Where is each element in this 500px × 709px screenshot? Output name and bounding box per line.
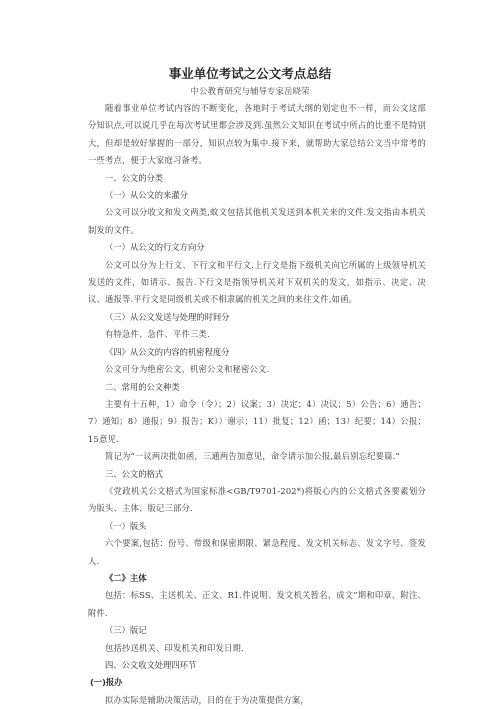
subsection-heading-timing: （三）从公文发送与处理的时间分 [105, 311, 230, 322]
paragraph-drafting: 拟办实际是辅助决策活动，目的在于为决策提供方案， [105, 694, 309, 705]
subsection-heading-header: （一）版头 [105, 520, 147, 531]
paragraph-types-list: 主要有十五种，1）命令（令）；2）议案；3）决定；4）决议；5）公告；6）通告；7）通知；8）通报；9）报告；K））谢示；11）批复；12）函；13）纪要；14）公报；15意见. [88, 398, 426, 444]
subsection-heading-main: 《二》主体 [105, 572, 147, 583]
subsection-heading-direction: （一）从公文的行文方向分 [105, 242, 205, 253]
paragraph-footer: 包括抄送机关、印发机关和印发日期. [105, 642, 244, 653]
paragraph-secrecy: 公文可分为绝密公文、机密公文和秘密公文. [105, 364, 270, 375]
paragraph-main: 包括：标SS、主送机关、正文、R1.件说明、发文机关暂名、成文”期和印章、附注、附件. [88, 590, 426, 618]
section-heading-types: 二、常用的公文种类 [105, 381, 180, 392]
section-heading-classification: 一、公文的分类 [105, 172, 164, 183]
paragraph-format: 《党政机关公文格式为国家标准<GB/T9701-202*)将版心内的公文格式各要素划分为版头、主体、版记三部分. [88, 485, 426, 514]
paragraph-source: 公文可以分收文和发文两类,蚊文包括其他机关发送到本机关来的文件.发文指由本机关制发的文件。 [88, 207, 426, 235]
paragraph-header: 六个要案,包括：份号、带级和保密期限、紧急程度、发文机关标志、发文字号、签发人. [88, 538, 426, 566]
section-heading-processing: 四、公文收文处理四环节 [105, 660, 197, 670]
subsection-heading-secrecy: 《四》从公文的内容的机密程度分 [105, 346, 230, 357]
document-body [88, 100, 426, 709]
document-title: 事业单位考试之公文考点总结 [168, 66, 332, 81]
subsection-heading-drafting: (一)报办 [90, 677, 123, 688]
paragraph-timing: 有特急件、急件、平件三类. [105, 329, 210, 340]
intro-paragraph: 随着事业单位考试内容的不断变化，各地时于考试大纲的划定也不一样，而公文这部分知识点,可以说几乎在每次考试里都会涉及到.虽然公文知识在考试中所占的比重不是特别大，但却是较好掌握的一部分，知识点较为集中.接下来，就帮助大家总结公文当中常考的一些考点，便于大家庭习备考。 [88, 103, 426, 166]
section-heading-format: 三、公文的格式 [105, 468, 164, 479]
document-subtitle: 中公教育研究与辅导专家岳晓荣 [190, 87, 310, 97]
paragraph-types-mnemonic: 简记为“一议两决批如函，三通两告加意见，命令请示加公报,最后别忘纪要篇.” [105, 451, 400, 462]
paragraph-direction: 公文可以分为上行文、下行文和平行文.上行文是指下级机关向它所属的上级领导机关发送的文件，如请示、报告.下行文是指领导机关对下双机关的发文，如指示、决定、决议、通报等.平行文是同级机关或不相隶属的机关之间的来往文件,如函。 [88, 259, 426, 305]
subsection-heading-source: （一）从公文的来灌分 [105, 190, 188, 201]
subsection-heading-footer: （三）版记 [105, 625, 147, 636]
